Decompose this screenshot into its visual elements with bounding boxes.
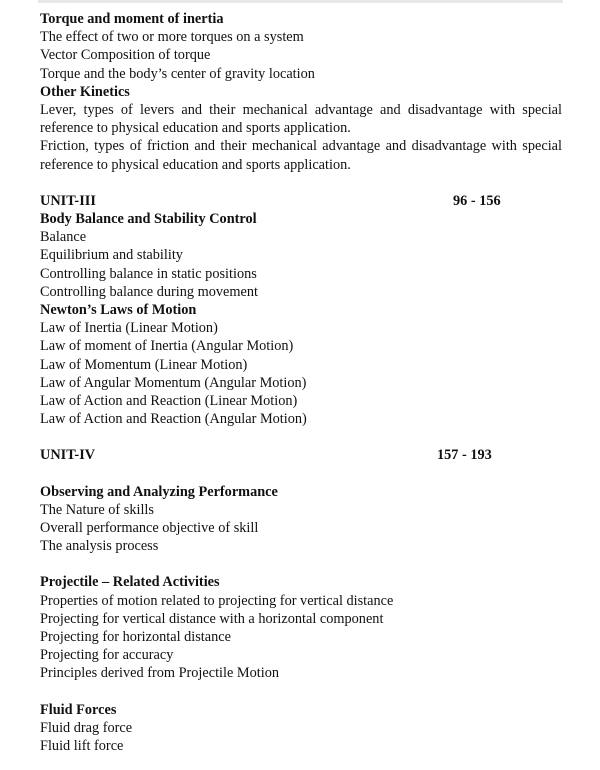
document-page	[40, 10, 562, 755]
list-item: Law of Inertia (Linear Motion)	[40, 320, 218, 337]
list-item: Equilibrium and stability	[40, 247, 183, 264]
paragraph-friction: Friction, types of friction and their mechanical advantage and disadvantage with special reference to physical education and sports application.	[40, 138, 562, 173]
list-item: Controlling balance in static positions	[40, 265, 257, 282]
list-item: Law of Angular Momentum (Angular Motion)	[40, 374, 307, 391]
list-item: Properties of motion related to projecting for vertical distance	[40, 592, 394, 609]
page-top-rule	[38, 0, 563, 3]
section-heading-performance: Observing and Analyzing Performance	[40, 483, 278, 500]
list-item: Law of Action and Reaction (Angular Motion)	[40, 411, 307, 428]
list-item: Law of moment of Inertia (Angular Motion)	[40, 338, 294, 355]
list-item: Projecting for accuracy	[40, 647, 174, 664]
list-item: Law of Action and Reaction (Linear Motion)	[40, 393, 298, 410]
list-item: Controlling balance during movement	[40, 283, 258, 300]
unit-header-4	[40, 446, 562, 464]
list-item: Overall performance objective of skill	[40, 520, 259, 537]
list-item: Vector Composition of torque	[40, 47, 211, 64]
unit-page-range: 96 - 156	[453, 192, 501, 209]
unit-header-3	[40, 192, 562, 210]
unit-title: UNIT-III	[40, 192, 96, 209]
unit-page-range: 157 - 193	[437, 447, 492, 464]
list-item: The Nature of skills	[40, 501, 154, 518]
list-item: Fluid drag force	[40, 719, 133, 736]
list-item: Balance	[40, 229, 87, 246]
section-heading-other-kinetics: Other Kinetics	[40, 83, 130, 100]
section-heading-newton: Newton’s Laws of Motion	[40, 302, 197, 319]
list-item: The effect of two or more torques on a system	[40, 29, 304, 46]
paragraph-lever: Lever, types of levers and their mechanical advantage and disadvantage with special reference to physical education and sports application.	[40, 102, 562, 137]
section-heading-balance: Body Balance and Stability Control	[40, 211, 257, 228]
list-item: Projecting for vertical distance with a horizontal component	[40, 610, 384, 627]
unit-title: UNIT-IV	[40, 447, 96, 464]
list-item: Principles derived from Projectile Motion	[40, 665, 280, 682]
list-item: Projecting for horizontal distance	[40, 629, 231, 646]
list-item: Fluid lift force	[40, 738, 124, 755]
section-heading-fluid-forces: Fluid Forces	[40, 701, 117, 718]
list-item: Torque and the body’s center of gravity location	[40, 65, 315, 82]
list-item: The analysis process	[40, 538, 159, 555]
list-item: Law of Momentum (Linear Motion)	[40, 356, 248, 373]
section-heading-torque: Torque and moment of inertia	[40, 11, 224, 27]
section-heading-projectile: Projectile – Related Activities	[40, 574, 220, 591]
